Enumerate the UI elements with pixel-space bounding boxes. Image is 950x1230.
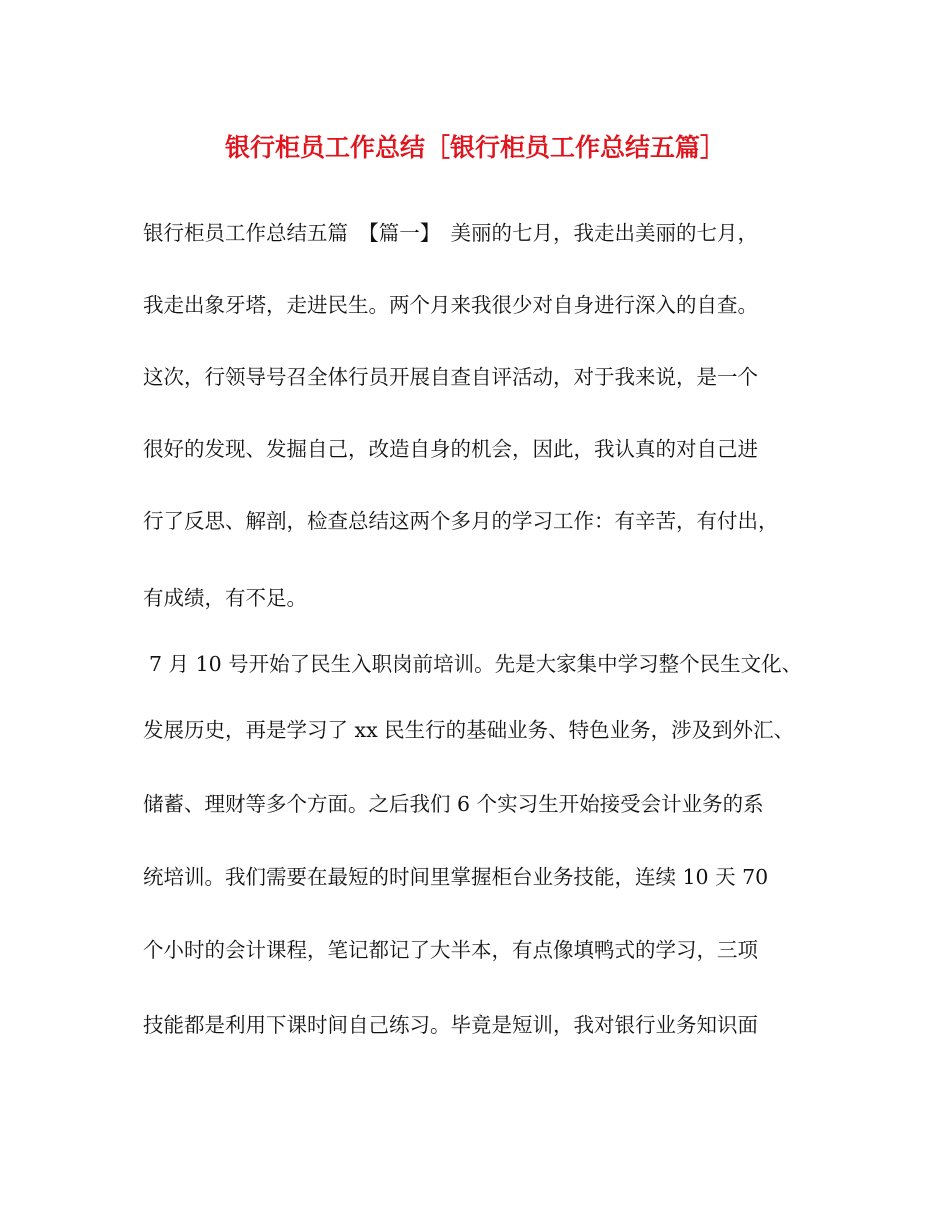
body-text-line: 行了反思、解剖，检查总结这两个多月的学习工作：有辛苦，有付出，	[143, 509, 779, 533]
document-title: 银行柜员工作总结［银行柜员工作总结五篇］	[224, 133, 725, 162]
body-text-line: 技能都是利用下课时间自己练习。毕竟是短训，我对银行业务知识面	[143, 1013, 758, 1037]
body-text-line: 很好的发现、发掘自己，改造自身的机会，因此，我认真的对自己进	[143, 437, 758, 461]
body-text-line: 个小时的会计课程，笔记都记了大半本，有点像填鸭式的学习，三项	[143, 938, 758, 962]
body-text-line: 发展历史，再是学习了 xx 民生行的基础业务、特色业务，涉及到外汇、	[143, 718, 795, 742]
body-text-line: 有成绩，有不足。	[143, 586, 307, 610]
body-text-line: 储蓄、理财等多个方面。之后我们 6 个实习生开始接受会计业务的系	[143, 792, 764, 816]
body-text-line: 这次，行领导号召全体行员开展自查自评活动，对于我来说，是一个	[143, 365, 758, 389]
body-text-line: 7 月 10 号开始了民生入职岗前培训。先是大家集中学习整个民生文化、	[149, 652, 803, 676]
body-text-line: 统培训。我们需要在最短的时间里掌握柜台业务技能，连续 10 天 70	[143, 865, 769, 889]
body-text-line: 我走出象牙塔，走进民生。两个月来我很少对自身进行深入的自查。	[143, 293, 758, 317]
body-text-line: 银行柜员工作总结五篇 【篇一】 美丽的七月，我走出美丽的七月，	[143, 221, 758, 245]
